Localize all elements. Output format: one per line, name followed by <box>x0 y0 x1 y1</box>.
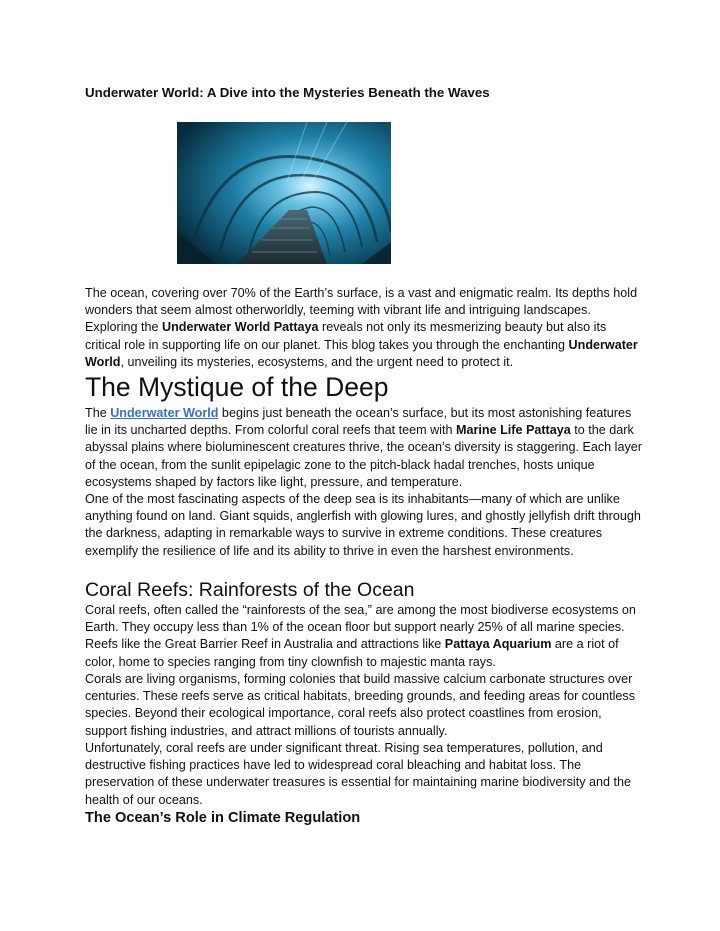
section2-paragraph-3: Unfortunately, coral reefs are under significant threat. Rising sea temperatures, pollution, and destructive fishing practices have led to widespread coral bleaching and habitat loss. The preservation of these underwater treasures is essential for maintaining marine biodiversity and the health of our oceans. <box>85 741 632 807</box>
paragraph-text: Coral reefs, often called the “rainforests of the sea,” are among the most biodiverse ecosystems on Earth. They occupy less than 1% of the ocean floor but support nearly 25% of all marine species. Reefs like the Great Barrier Reef in Australia and attractions like <box>85 603 636 652</box>
section-heading-coral-reefs: Coral Reefs: Rainforests of the Ocean <box>85 579 415 601</box>
paragraph-text: begins just beneath the ocean’s surface, but its most astonishing features lie in its uncharted depths. From colorful coral reefs that teem with <box>85 406 632 438</box>
section2-paragraph-1 <box>85 602 645 671</box>
section1-paragraph-1 <box>85 405 645 491</box>
paragraph-text: to the dark abyssal plains where bioluminescent creatures thrive, the ocean’s diversity is staggering. Each layer of the ocean, from the sunlit epipelagic zone to the pitch-black hadal trenches, hosts unique ecosystems shaped by factors like light, pressure, and temperature. <box>85 423 642 489</box>
section-heading-climate: The Ocean’s Role in Climate Regulation <box>85 810 361 826</box>
underwater-tunnel-photo <box>177 122 391 264</box>
section-heading-mystique: The Mystique of the Deep <box>85 372 389 402</box>
intro-bold-term: Underwater World <box>85 337 638 369</box>
intro-bold-term: Underwater World Pattaya <box>162 320 319 335</box>
bold-term: Pattaya Aquarium <box>444 637 552 652</box>
tunnel-photo-graphic <box>177 122 391 264</box>
intro-text: , unveiling its mysteries, ecosystems, and the urgent need to protect it. <box>120 354 514 369</box>
section2-paragraph-2: Corals are living organisms, forming colonies that build massive calcium carbonate structures over centuries. These reefs serve as critical habitats, breeding grounds, and feeding areas for countless species. Beyond their ecological importance, coral reefs also protect coastlines from erosion, support fishing industries, and attract millions of tourists annually. <box>85 672 636 738</box>
section1-paragraph-2: One of the most fascinating aspects of the deep sea is its inhabitants—many of which are unlike anything found on land. Giant squids, anglerfish with glowing lures, and ghostly jellyfish drift through the darkness, adapting in remarkable ways to survive in extreme conditions. These creatures exemplify the resilience of life and its ability to thrive in even the harshest environments. <box>85 492 641 558</box>
bold-term: Marine Life Pattaya <box>455 423 571 438</box>
intro-text: The ocean, covering over 70% of the Earth’s surface, is a vast and enigmatic realm. Its depths hold wonders that seem almost otherworldly, teeming with vibrant life and intriguing landscapes. Exploring the <box>85 286 638 335</box>
underwater-world-link[interactable]: Underwater World <box>110 406 219 420</box>
document-title: Underwater World: A Dive into the Mysteries Beneath the Waves <box>85 85 490 100</box>
paragraph-text: The <box>85 406 111 420</box>
intro-paragraph <box>85 285 645 371</box>
paragraph-text: are a riot of color, home to species ranging from tiny clownfish to majestic manta rays. <box>85 637 619 669</box>
intro-text: reveals not only its mesmerizing beauty but also its critical role in supporting life on our planet. This blog takes you through the enchanting <box>85 320 607 352</box>
